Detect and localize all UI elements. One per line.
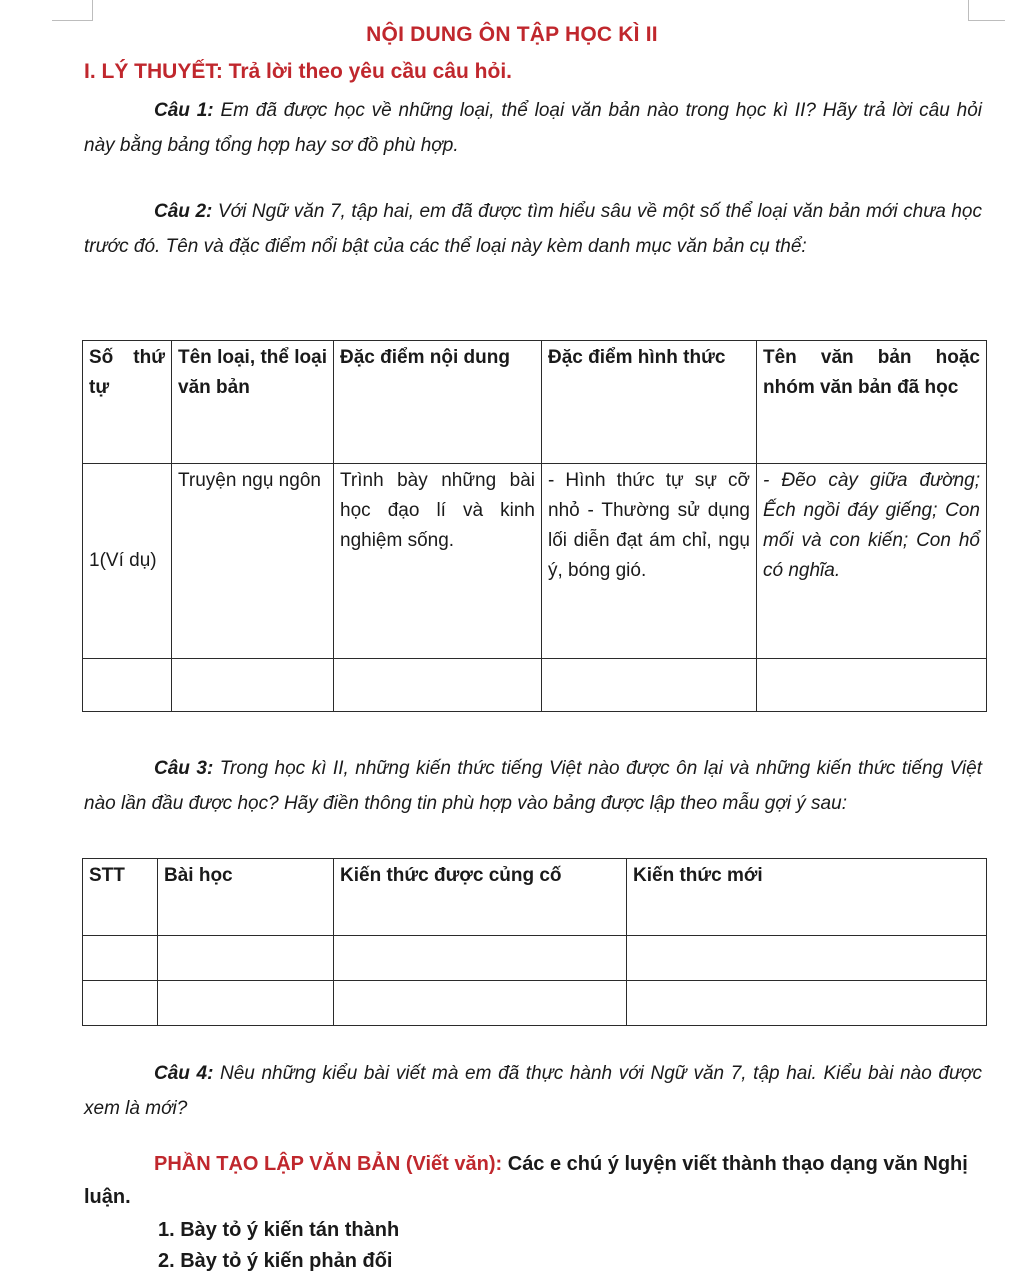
table-header-cell: Số thứ tự xyxy=(83,341,172,464)
writing-task-list xyxy=(158,1215,399,1277)
table-cell[interactable] xyxy=(334,659,542,712)
writing-section-heading: PHẦN TẠO LẬP VĂN BẢN (Viết văn): xyxy=(154,1153,503,1175)
question-4 xyxy=(84,1056,982,1126)
table-cell[interactable] xyxy=(334,981,627,1026)
table-cell[interactable] xyxy=(158,936,334,981)
question-1-text: Em đã được học về những loại, thể loại văn bản nào trong học kì II? Hãy trả lời câu hỏi này bằng bảng tổng hợp hay sơ đồ phù hợp. xyxy=(84,100,982,156)
writing-section-text: Các e chú ý luyện viết thành thạo dạng văn Nghị luận. xyxy=(84,1153,968,1208)
table-row xyxy=(83,981,987,1026)
table-cell[interactable]: Trình bày những bài học đạo lí và kinh nghiệm sống. xyxy=(334,464,542,659)
list-item: 1. Bày tỏ ý kiến tán thành xyxy=(158,1219,400,1241)
question-3-label: Câu 3: xyxy=(154,758,214,779)
question-4-text: Nêu những kiểu bài viết mà em đã thực hành với Ngữ văn 7, tập hai. Kiểu bài nào được xem là mới? xyxy=(84,1063,982,1119)
table-header-cell: Đặc điểm hình thức xyxy=(542,341,757,464)
table-row xyxy=(83,464,987,659)
question-2 xyxy=(84,194,982,264)
table-header-cell: STT xyxy=(83,859,158,936)
page-corner-mark-left xyxy=(52,0,93,21)
table-cell[interactable] xyxy=(83,981,158,1026)
table-cell[interactable]: Truyện ngụ ngôn xyxy=(172,464,334,659)
table-cell[interactable]: - Đẽo cày giữa đường; Ếch ngồi đáy giếng; Con mối và con kiến; Con hổ có nghĩa. xyxy=(757,464,987,659)
table-cell[interactable] xyxy=(334,936,627,981)
table-cell[interactable] xyxy=(627,936,987,981)
question-1-label: Câu 1: xyxy=(154,100,214,121)
question-2-label: Câu 2: xyxy=(154,201,213,222)
document-title: NỘI DUNG ÔN TẬP HỌC KÌ II xyxy=(366,23,658,46)
table-header-row xyxy=(83,859,987,936)
table-row xyxy=(83,659,987,712)
vietnamese-knowledge-table xyxy=(82,858,987,1026)
table-header-cell: Kiến thức mới xyxy=(627,859,987,936)
table-header-cell: Đặc điểm nội dung xyxy=(334,341,542,464)
table-cell[interactable] xyxy=(757,659,987,712)
table-cell[interactable] xyxy=(158,981,334,1026)
table-cell[interactable] xyxy=(172,659,334,712)
table-cell[interactable] xyxy=(542,659,757,712)
table-cell[interactable] xyxy=(83,936,158,981)
table-cell[interactable]: - Hình thức tự sự cỡ nhỏ - Thường sử dụng lối diễn đạt ám chỉ, ngụ ý, bóng gió. xyxy=(542,464,757,659)
question-3-text: Trong học kì II, những kiến thức tiếng Việt nào được ôn lại và những kiến thức tiếng Việt nào lần đầu được học? Hãy điền thông tin phù hợp vào bảng được lập theo mẫu gợi ý sau: xyxy=(84,758,982,814)
table-header-cell: Bài học xyxy=(158,859,334,936)
question-3 xyxy=(84,751,982,821)
table-header-cell: Tên loại, thể loại văn bản xyxy=(172,341,334,464)
genre-summary-table xyxy=(82,340,987,712)
table-header-cell: Kiến thức được củng cố xyxy=(334,859,627,936)
table-row xyxy=(83,936,987,981)
writing-section xyxy=(84,1148,982,1214)
table-cell[interactable] xyxy=(627,981,987,1026)
section-theory-heading: I. LÝ THUYẾT: Trả lời theo yêu cầu câu hỏi. xyxy=(84,60,513,83)
question-4-label: Câu 4: xyxy=(154,1063,214,1084)
table-header-row xyxy=(83,341,987,464)
page-corner-mark-right xyxy=(968,0,1005,21)
table-cell[interactable] xyxy=(83,659,172,712)
table-header-cell: Tên văn bản hoặc nhóm văn bản đã học xyxy=(757,341,987,464)
question-2-text: Với Ngữ văn 7, tập hai, em đã được tìm hiểu sâu về một số thể loại văn bản mới chưa học trước đó. Tên và đặc điểm nổi bật của các thể loại này kèm danh mục văn bản cụ thể: xyxy=(84,201,982,257)
table-cell[interactable]: 1(Ví dụ) xyxy=(83,464,172,659)
list-item: 2. Bày tỏ ý kiến phản đối xyxy=(158,1250,393,1272)
question-1 xyxy=(84,93,982,163)
